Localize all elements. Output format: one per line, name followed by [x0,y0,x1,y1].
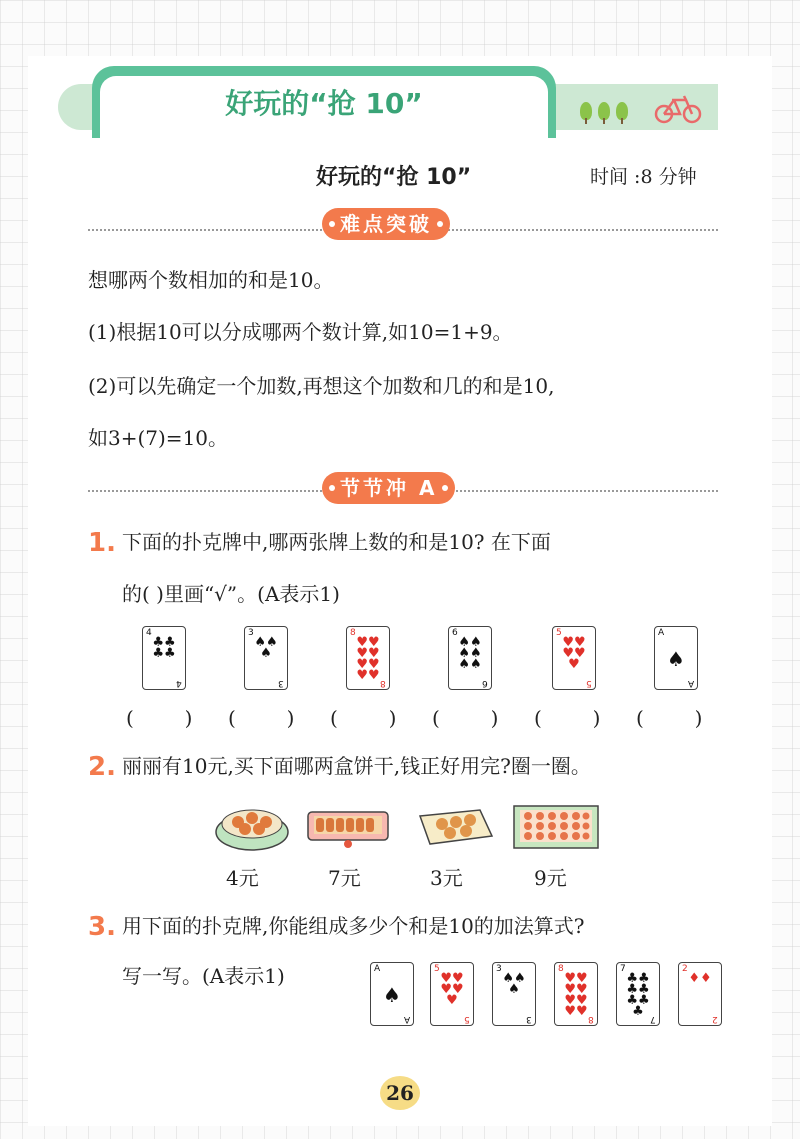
answer-blank[interactable]: ( ) [228,706,295,730]
tree-icon [580,102,592,120]
trees-decoration [580,102,628,120]
question-3-text: 用下面的扑克牌,你能组成多少个和是10的加法算式? [122,914,585,938]
card-rank: 3 [278,678,284,688]
price-label: 4元 [226,866,259,890]
price-label: 3元 [430,866,463,890]
question-1-number: 1. [88,528,116,558]
card-suit-icon: ♠ [383,983,401,1007]
card-rank: 6 [452,628,458,638]
card-suit-icon: ♥♥♥♥♥♥♥♥ [356,635,380,683]
cookie-box-long-icon[interactable] [306,806,390,850]
lesson-title: 好玩的“抢 10” [316,165,472,190]
q3-card [492,962,536,1026]
question-2-number: 2. [88,752,116,782]
card-suit-icon: ♣♣♣♣♣♣♣ [626,971,650,1019]
time-label: 时间 :8 分钟 [590,166,697,188]
card-rank: 8 [588,1014,594,1024]
card-rank: 5 [586,678,592,688]
card-suit-icon: ♠♠♠ [502,971,526,997]
q3-card [554,962,598,1026]
price-label: 7元 [328,866,361,890]
card-rank: 2 [682,964,688,974]
section-label-difficulty: 难点突破 [322,208,450,240]
card-suit-icon: ♠ [667,647,685,671]
card-rank: 3 [248,628,254,638]
cookie-box-tray-icon[interactable] [512,802,600,852]
cookie-box-small-icon[interactable] [416,806,494,850]
card-rank: 5 [556,628,562,638]
question-3-text-line2: 写一写。(A表示1) [122,964,285,988]
card-suit-icon: ♥♥♥♥♥ [440,971,464,1008]
answer-blank[interactable]: ( ) [126,706,193,730]
price-label: 9元 [534,866,567,890]
q3-card [370,962,414,1026]
card-suit-icon: ♥♥♥♥♥ [562,635,586,672]
section-label-practice: 节节冲 A [322,472,455,504]
card-rank: 7 [620,964,626,974]
page-number: 26 [380,1076,420,1110]
card-rank: A [658,628,665,638]
card-rank: 8 [350,628,356,638]
card-suit-icon: ♦♦ [688,971,712,986]
card-rank: A [687,678,694,688]
q1-card [244,626,288,690]
card-rank: A [403,1014,410,1024]
card-rank: A [374,964,381,974]
tip-line-1: 想哪两个数相加的和是10。 [88,268,334,292]
question-3-number: 3. [88,912,116,942]
tip-line-4: 如3+(7)=10。 [88,426,229,450]
answer-blank[interactable]: ( ) [330,706,397,730]
tree-icon [616,102,628,120]
q1-card [142,626,186,690]
card-rank: 5 [434,964,440,974]
q3-card [430,962,474,1026]
card-suit-icon: ♥♥♥♥♥♥♥♥ [564,971,588,1019]
question-2-text: 丽丽有10元,买下面哪两盒饼干,钱正好用完?圈一圈。 [122,754,591,778]
card-suit-icon: ♠♠♠♠♠♠ [458,635,482,672]
card-rank: 8 [380,678,386,688]
answer-blank[interactable]: ( ) [534,706,601,730]
tree-icon [598,102,610,120]
card-rank: 3 [496,964,502,974]
card-rank: 8 [558,964,564,974]
card-rank: 3 [526,1014,532,1024]
q1-card [654,626,698,690]
tip-line-2: (1)根据10可以分成哪两个数计算,如10=1+9。 [88,320,513,344]
card-rank: 6 [482,678,488,688]
bicycle-icon [654,92,702,124]
cookie-box-round-icon[interactable] [214,802,290,852]
q1-card [346,626,390,690]
card-rank: 7 [650,1014,656,1024]
tip-line-3: (2)可以先确定一个加数,再想这个加数和几的和是10, [88,374,555,398]
header-tab-title: 好玩的“抢 10” [225,87,423,120]
card-rank: 2 [712,1014,718,1024]
card-rank: 5 [464,1014,470,1024]
question-1-text-line2: 的( )里画“√”。(A表示1) [122,582,340,606]
card-rank: 4 [176,678,182,688]
card-rank: 4 [146,628,152,638]
q3-card [616,962,660,1026]
q1-card [448,626,492,690]
answer-blank[interactable]: ( ) [432,706,499,730]
q1-card [552,626,596,690]
question-1-text: 下面的扑克牌中,哪两张牌上数的和是10? 在下面 [122,530,551,554]
answer-blank[interactable]: ( ) [636,706,703,730]
card-suit-icon: ♣♣♣♣ [152,635,176,661]
card-suit-icon: ♠♠♠ [254,635,278,661]
q3-card [678,962,722,1026]
